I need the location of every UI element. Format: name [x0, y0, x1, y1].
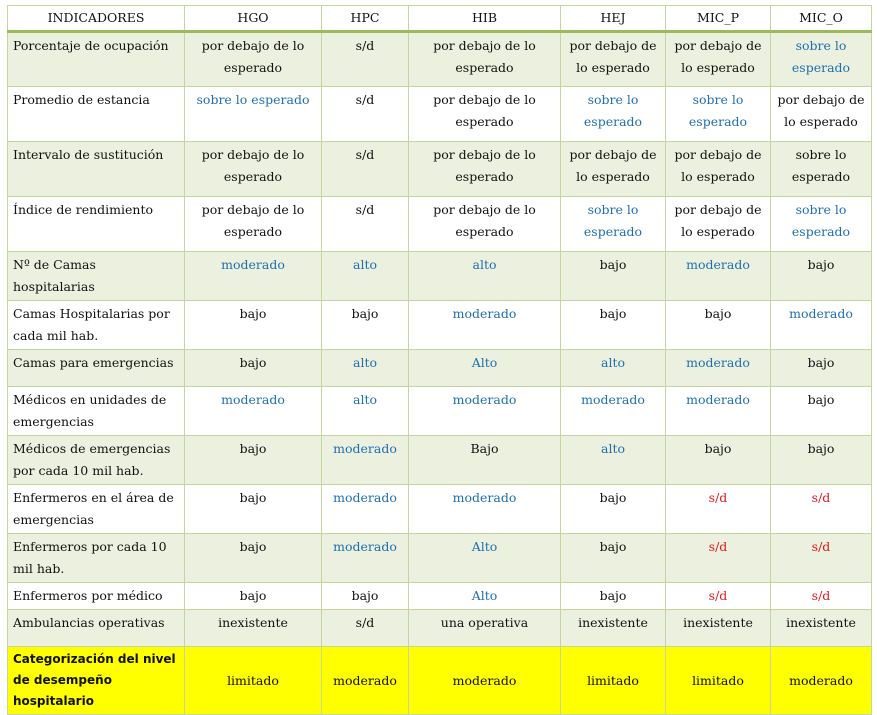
cell-hgo: bajo [185, 350, 322, 387]
cell-mic-p: s/d [666, 485, 771, 534]
indicator-label: Camas para emergencias [8, 350, 185, 387]
cell-hgo: sobre lo esperado [185, 87, 322, 142]
cell-mic-o: bajo [771, 436, 872, 485]
cell-hej: moderado [561, 387, 666, 436]
cell-hib: alto [409, 252, 561, 301]
table-row [8, 301, 872, 350]
cell-mic-p: sobre lo esperado [666, 87, 771, 142]
header-mic-p: MIC_P [666, 6, 771, 32]
header-hej: HEJ [561, 6, 666, 32]
cell-hpc: s/d [322, 87, 409, 142]
header-row [8, 6, 872, 32]
cell-hgo: bajo [185, 436, 322, 485]
cell-hgo: por debajo de lo esperado [185, 32, 322, 87]
cell-hej: alto [561, 436, 666, 485]
cell-hib: una operativa [409, 610, 561, 647]
cell-hej: por debajo de lo esperado [561, 142, 666, 197]
cell-hej: por debajo de lo esperado [561, 32, 666, 87]
header-hgo: HGO [185, 6, 322, 32]
table-row [8, 87, 872, 142]
cell-hej: bajo [561, 252, 666, 301]
table-row [8, 583, 872, 610]
cell-hib: Alto [409, 350, 561, 387]
category-hgo: limitado [185, 647, 322, 715]
cell-hib: Alto [409, 534, 561, 583]
cell-mic-o: s/d [771, 534, 872, 583]
cell-hib: moderado [409, 301, 561, 350]
table-row [8, 197, 872, 252]
table-row [8, 534, 872, 583]
cell-mic-p: inexistente [666, 610, 771, 647]
cell-mic-o: moderado [771, 301, 872, 350]
cell-hej: alto [561, 350, 666, 387]
cell-hgo: inexistente [185, 610, 322, 647]
cell-hib: por debajo de lo esperado [409, 197, 561, 252]
cell-hej: inexistente [561, 610, 666, 647]
category-mic-o: moderado [771, 647, 872, 715]
cell-mic-o: sobre lo esperado [771, 32, 872, 87]
cell-hej: bajo [561, 583, 666, 610]
indicator-label: Ambulancias operativas [8, 610, 185, 647]
category-mic-p: limitado [666, 647, 771, 715]
cell-hgo: bajo [185, 485, 322, 534]
cell-hib: Bajo [409, 436, 561, 485]
cell-hpc: bajo [322, 301, 409, 350]
indicator-label: Enfermeros por cada 10 mil hab. [8, 534, 185, 583]
cell-mic-p: moderado [666, 350, 771, 387]
cell-hib: por debajo de lo esperado [409, 142, 561, 197]
table-row [8, 610, 872, 647]
cell-hgo: moderado [185, 387, 322, 436]
indicators-table [7, 5, 872, 715]
cell-mic-p: bajo [666, 301, 771, 350]
cell-mic-p: por debajo de lo esperado [666, 197, 771, 252]
cell-hib: por debajo de lo esperado [409, 87, 561, 142]
table-row [8, 485, 872, 534]
table-row [8, 252, 872, 301]
cell-hpc: alto [322, 350, 409, 387]
indicator-label: Médicos de emergencias por cada 10 mil hab. [8, 436, 185, 485]
cell-hib: por debajo de lo esperado [409, 32, 561, 87]
cell-hgo: bajo [185, 301, 322, 350]
cell-hej: sobre lo esperado [561, 197, 666, 252]
cell-hpc: moderado [322, 534, 409, 583]
cell-hpc: s/d [322, 142, 409, 197]
indicator-label: Enfermeros en el área de emergencias [8, 485, 185, 534]
cell-hib: moderado [409, 387, 561, 436]
indicator-label: Intervalo de sustitución [8, 142, 185, 197]
cell-mic-o: bajo [771, 252, 872, 301]
performance-category-row [8, 647, 872, 715]
indicator-label: Camas Hospitalarias por cada mil hab. [8, 301, 185, 350]
cell-mic-o: bajo [771, 350, 872, 387]
table-row [8, 350, 872, 387]
cell-mic-p: bajo [666, 436, 771, 485]
cell-mic-o: por debajo de lo esperado [771, 87, 872, 142]
cell-mic-p: moderado [666, 387, 771, 436]
cell-hej: bajo [561, 301, 666, 350]
performance-category-label: Categorización del nivel de desempeño hospitalario [8, 647, 185, 715]
header-indicadores: INDICADORES [8, 6, 185, 32]
table-row [8, 387, 872, 436]
cell-mic-p: por debajo de lo esperado [666, 142, 771, 197]
header-mic-o: MIC_O [771, 6, 872, 32]
table-row [8, 436, 872, 485]
category-hej: limitado [561, 647, 666, 715]
cell-hej: bajo [561, 534, 666, 583]
cell-mic-o: s/d [771, 485, 872, 534]
table-row [8, 32, 872, 87]
cell-mic-p: por debajo de lo esperado [666, 32, 771, 87]
indicator-label: Promedio de estancia [8, 87, 185, 142]
cell-hej: bajo [561, 485, 666, 534]
cell-hgo: bajo [185, 583, 322, 610]
cell-mic-o: sobre lo esperado [771, 197, 872, 252]
category-hpc: moderado [322, 647, 409, 715]
indicator-label: Porcentaje de ocupación [8, 32, 185, 87]
indicator-label: Médicos en unidades de emergencias [8, 387, 185, 436]
cell-hpc: s/d [322, 610, 409, 647]
cell-hgo: por debajo de lo esperado [185, 197, 322, 252]
cell-hpc: alto [322, 252, 409, 301]
header-hib: HIB [409, 6, 561, 32]
indicator-label: Enfermeros por médico [8, 583, 185, 610]
cell-hib: Alto [409, 583, 561, 610]
cell-hgo: bajo [185, 534, 322, 583]
cell-mic-p: s/d [666, 583, 771, 610]
cell-hpc: alto [322, 387, 409, 436]
cell-hgo: moderado [185, 252, 322, 301]
indicator-label: Índice de rendimiento [8, 197, 185, 252]
category-hib: moderado [409, 647, 561, 715]
cell-hpc: bajo [322, 583, 409, 610]
cell-mic-o: sobre lo esperado [771, 142, 872, 197]
cell-hpc: s/d [322, 32, 409, 87]
cell-hpc: moderado [322, 436, 409, 485]
cell-hpc: s/d [322, 197, 409, 252]
cell-hgo: por debajo de lo esperado [185, 142, 322, 197]
cell-mic-o: inexistente [771, 610, 872, 647]
cell-mic-o: s/d [771, 583, 872, 610]
indicator-label: Nº de Camas hospitalarias [8, 252, 185, 301]
cell-mic-o: bajo [771, 387, 872, 436]
cell-hej: sobre lo esperado [561, 87, 666, 142]
header-hpc: HPC [322, 6, 409, 32]
cell-hpc: moderado [322, 485, 409, 534]
table-row [8, 142, 872, 197]
cell-hib: moderado [409, 485, 561, 534]
cell-mic-p: moderado [666, 252, 771, 301]
cell-mic-p: s/d [666, 534, 771, 583]
